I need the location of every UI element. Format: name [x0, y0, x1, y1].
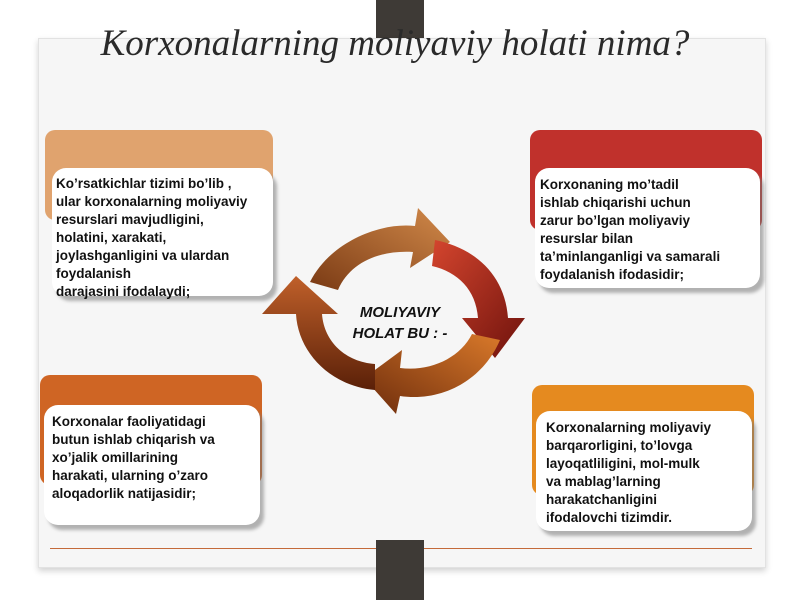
card-bottom-right: [532, 385, 754, 540]
arrow-top: [310, 208, 450, 290]
card-top-right: [530, 130, 762, 300]
bottom-post: [376, 540, 424, 600]
card-bottom-left: [40, 375, 262, 535]
card-text: Ko’rsatkichlar tizimi bo’lib , ular korxonalarning moliyaviy resurslari mavjudligini, holatini, xarakati, joylashganligini va ulardan foydalanish darajasini ifodalaydi;: [56, 176, 248, 299]
arrow-bottom: [364, 334, 500, 414]
card-text: Korxonalar faoliyatidagi butun ishlab chiqarish va xo’jalik omillarining harakati, ularning o’zaro aloqadorlik natijasidir;: [52, 414, 215, 501]
slide-title: Korxonalarning moliyaviy holati nima?: [100, 23, 690, 64]
card-text: Korxonalarning moliyaviy barqarorligini, to’lovga layoqatliligini, mol-mulk va mablag’larning harakatchanligini ifodalovchi tizimdir.: [546, 420, 712, 525]
card-text: Korxonaning mo’tadil ishlab chiqarishi uchun zarur bo’lgan moliyaviy resurslar bilan ta’minlanganligi va samarali foydalanish ifodasidir;: [540, 177, 721, 282]
card-top-left: [45, 130, 273, 305]
center-label: MOLIYAVIY HOLAT BU : -: [352, 304, 448, 342]
